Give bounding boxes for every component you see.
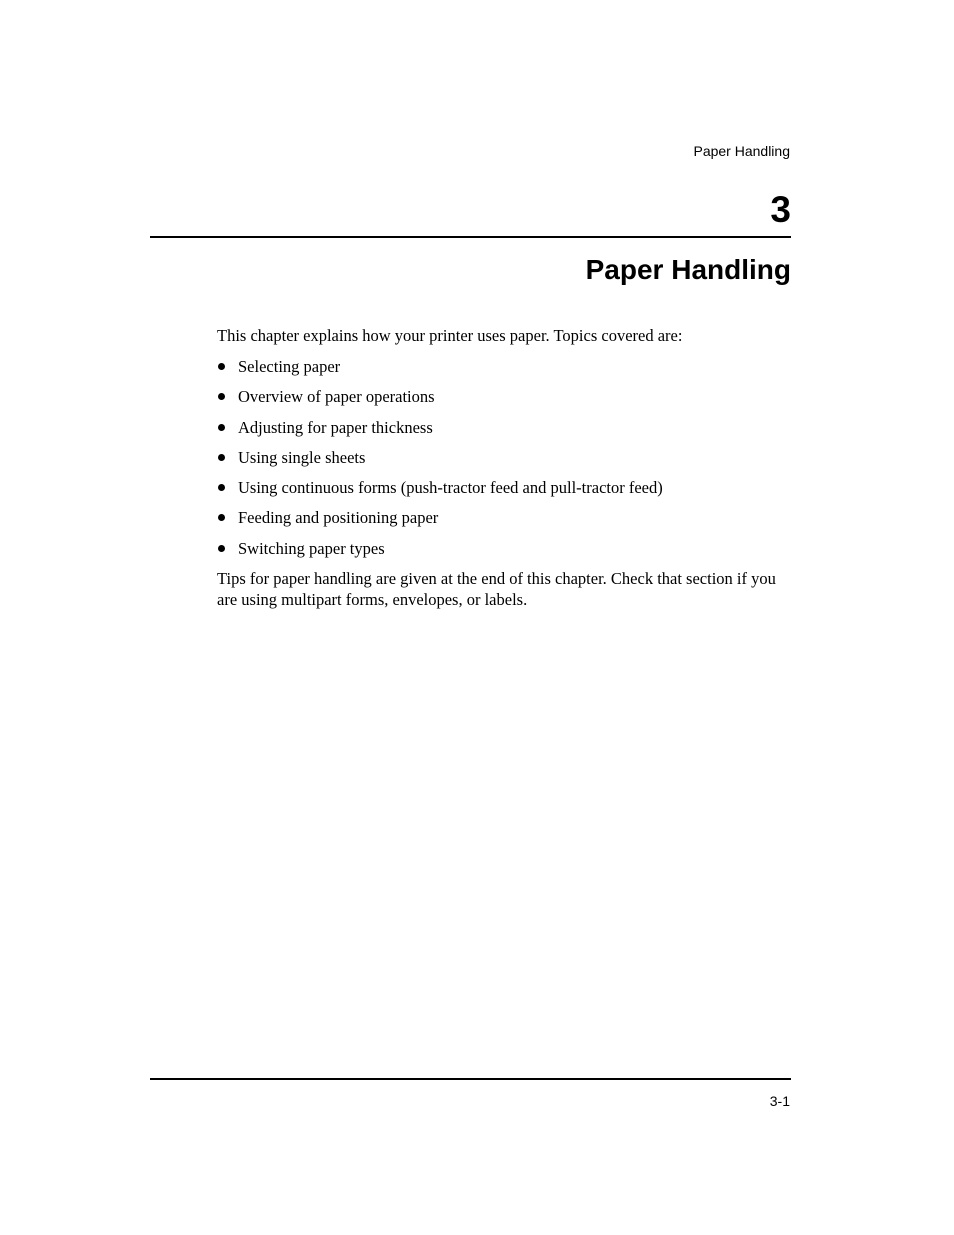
list-item-text: Overview of paper operations (238, 387, 435, 407)
list-item (217, 386, 791, 416)
list-item (217, 356, 791, 386)
bullet-icon (218, 454, 225, 461)
bullet-icon (218, 514, 225, 521)
top-rule (150, 236, 791, 238)
bullet-icon (218, 545, 225, 552)
bullet-icon (218, 484, 225, 491)
chapter-number: 3 (770, 189, 791, 230)
running-header: Paper Handling (693, 143, 790, 159)
outro-paragraph: Tips for paper handling are given at the end of this chapter. Check that section if you are using multipart forms, envelopes, or labels. (217, 569, 776, 609)
chapter-title: Paper Handling (585, 254, 791, 285)
bullet-icon (218, 363, 225, 370)
list-item-text: Adjusting for paper thickness (238, 417, 433, 437)
intro-paragraph: This chapter explains how your printer uses paper. Topics covered are: (217, 326, 683, 345)
bullet-icon (218, 393, 225, 400)
list-item-text: Selecting paper (238, 357, 341, 376)
list-item-text: Using single sheets (238, 447, 366, 467)
list-item (217, 417, 791, 447)
list-item (217, 447, 791, 477)
list-item-text: Switching paper types (238, 538, 385, 558)
bottom-rule (150, 1078, 791, 1080)
list-item-text: Using continuous forms (push-tractor feed and pull-tractor feed) (238, 478, 663, 498)
list-item (217, 538, 791, 568)
list-item (217, 477, 791, 507)
list-item-text: Feeding and positioning paper (238, 508, 439, 528)
topic-list (217, 356, 791, 568)
bullet-icon (218, 424, 225, 431)
page-number: 3-1 (769, 1093, 790, 1109)
list-item (217, 507, 791, 537)
